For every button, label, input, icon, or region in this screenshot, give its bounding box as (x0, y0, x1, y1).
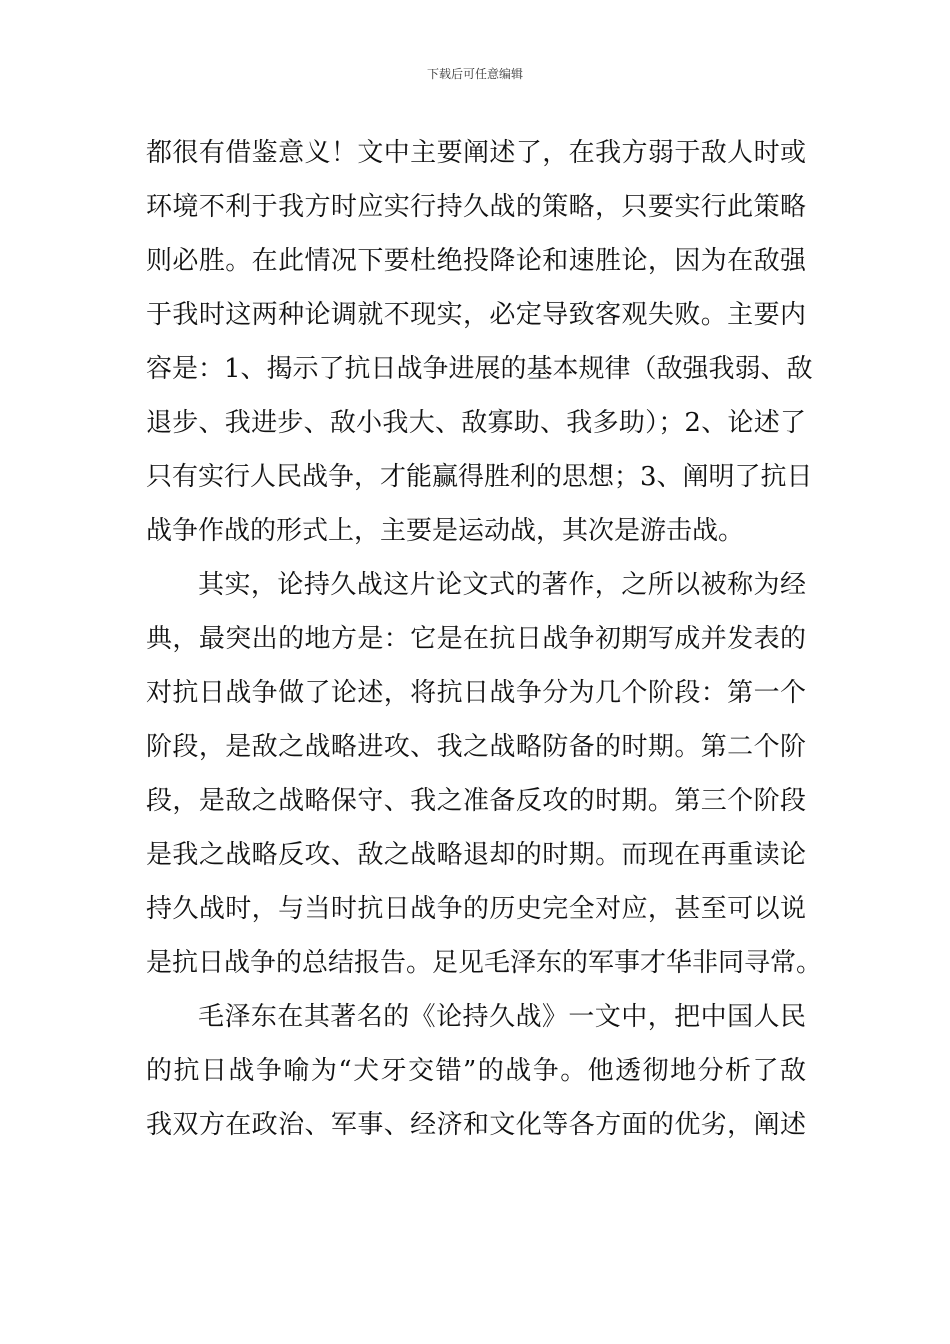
text-line: 则必胜。在此情况下要杜绝投降论和速胜论，因为在敌强 (146, 246, 806, 276)
paragraph-3 (146, 990, 806, 1152)
text-line: 都很有借鉴意义！文中主要阐述了，在我方弱于敌人时或 (146, 138, 806, 168)
text-line: 于我时这两种论调就不现实，必定导致客观失败。主要内 (146, 300, 806, 330)
text-line: 退步、我进步、敌小我大、敌寡助、我多助）；2、论述了 (146, 408, 806, 438)
text-line: 持久战时，与当时抗日战争的历史完全对应，甚至可以说 (146, 894, 806, 924)
text-line: 容是：1、揭示了抗日战争进展的基本规律（敌强我弱、敌 (146, 354, 813, 384)
document-body (146, 126, 823, 1152)
text-line: 是我之战略反攻、敌之战略退却的时期。而现在再重读论 (146, 840, 806, 870)
text-line: 我双方在政治、军事、经济和文化等各方面的优劣，阐述 (146, 1110, 806, 1140)
text-line: 是抗日战争的总结报告。足见毛泽东的军事才华非同寻常。 (146, 948, 823, 978)
text-line: 对抗日战争做了论述，将抗日战争分为几个阶段：第一个 (146, 678, 806, 708)
text-line: 只有实行人民战争，才能赢得胜利的思想；3、阐明了抗日 (146, 462, 813, 492)
paragraph-2 (146, 558, 823, 990)
text-line: 环境不利于我方时应实行持久战的策略，只要实行此策略 (146, 192, 806, 222)
text-line: 其实，论持久战这片论文式的著作，之所以被称为经 (198, 570, 806, 600)
text-line: 的抗日战争喻为“犬牙交错”的战争。他透彻地分析了敌 (146, 1056, 806, 1086)
text-line: 段，是敌之战略保守、我之准备反攻的时期。第三个阶段 (146, 786, 806, 816)
text-line: 毛泽东在其著名的《论持久战》一文中，把中国人民 (198, 1002, 806, 1032)
paragraph-1 (146, 126, 813, 558)
text-line: 战争作战的形式上，主要是运动战，其次是游击战。 (146, 516, 745, 546)
page-header-note: 下载后可任意编辑 (426, 67, 523, 81)
text-line: 典，最突出的地方是：它是在抗日战争初期写成并发表的 (146, 624, 806, 654)
text-line: 阶段，是敌之战略进攻、我之战略防备的时期。第二个阶 (146, 732, 806, 762)
